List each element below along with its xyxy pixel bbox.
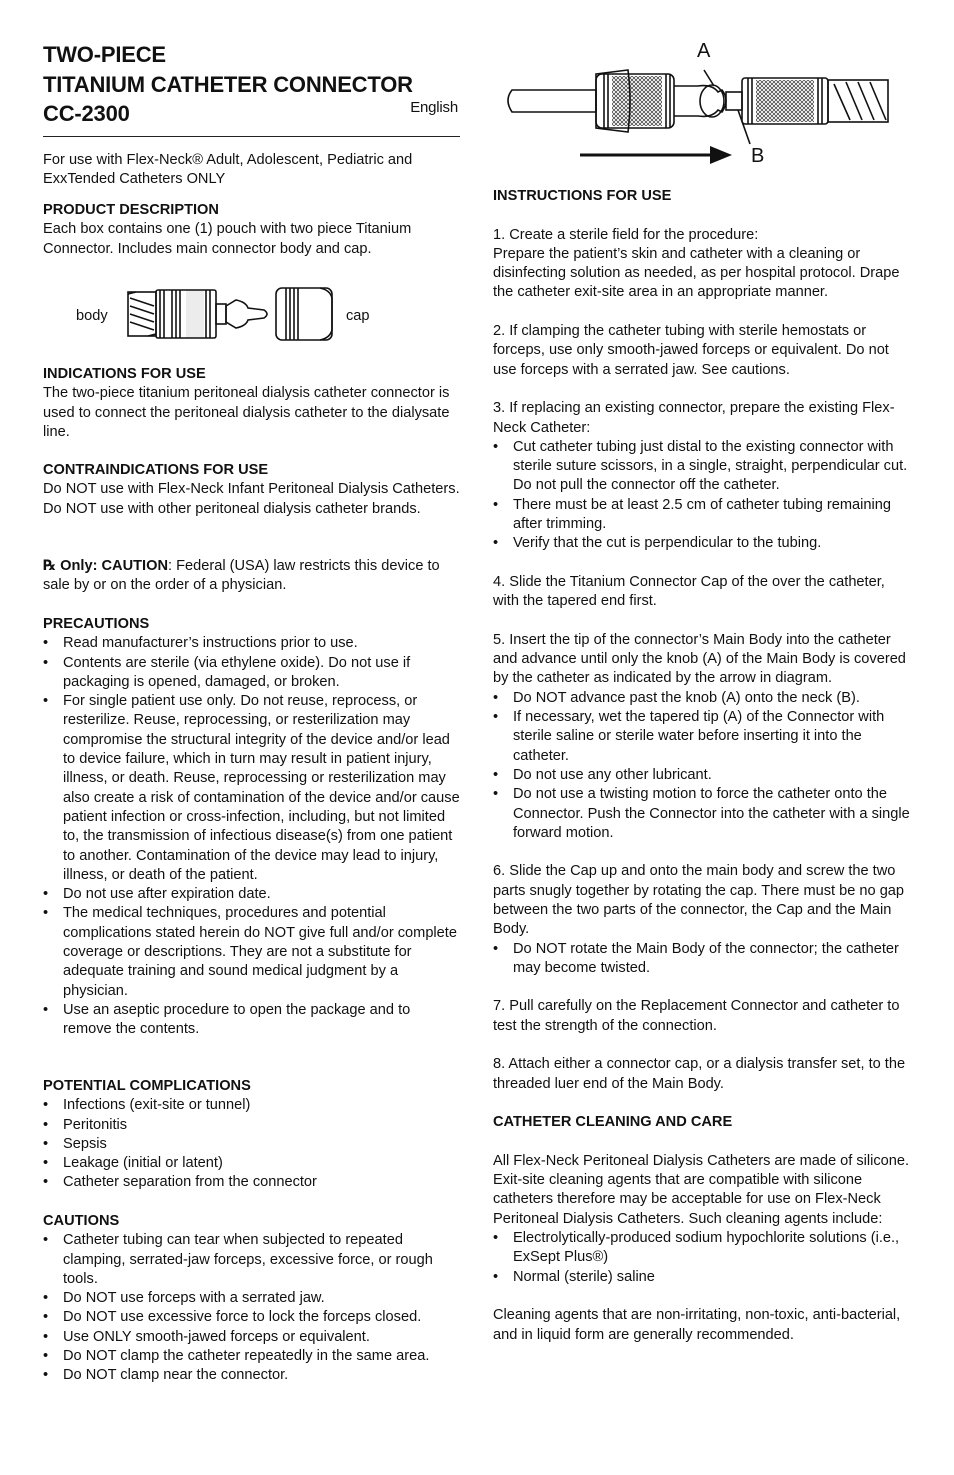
title-line-2: TITANIUM CATHETER CONNECTOR: [43, 71, 413, 97]
instructions-heading: INSTRUCTIONS FOR USE: [493, 188, 672, 204]
intro-text: For use with Flex-Neck® Adult, Adolescent, Pediatric and ExxTended Catheters ONLY: [43, 152, 413, 188]
diagram-label-a: A: [697, 40, 711, 62]
complications-section: [43, 1077, 460, 1193]
list-item: • Do NOT use excessive force to lock the forceps closed.: [43, 1308, 460, 1327]
list-item: • There must be at least 2.5 cm of catheter tubing remaining after trimming.: [493, 496, 911, 535]
cleaning-heading: CATHETER CLEANING AND CARE: [493, 1114, 733, 1131]
step-6: 6. Slide the Cap up and onto the main body and screw the two parts snugly together by rotating the cap. There must be no gap between the two parts of the connector, the Cap and the Main Body.: [493, 863, 905, 938]
language-label: English: [410, 99, 458, 116]
rx-caution-text: : Federal (USA) law restricts this device to sale by or on the order of a physician.: [43, 558, 440, 594]
list-item: • Do not use after expiration date.: [43, 885, 460, 904]
list-item: • Do NOT use forceps with a serrated jaw.: [43, 1289, 460, 1308]
list-item: • For single patient use only. Do not reuse, reprocess, or resterilize. Reuse, reprocessing, or resterilization may compromise the structural integrity of the device and/or lead to device failure, which in turn may result in patient injury, illness, or death. Reuse, reprocessing or resterilization may also create a risk of contamination of the device and/or cause patient infection or cross-infection, including, but not limited to, the transmission of infectious disease(s) from one patient to another. Contamination of the device may lead to injury, illness, or death of the patient.: [43, 692, 460, 885]
rx-icon: ℞: [43, 558, 57, 574]
list-item: • Verify that the cut is perpendicular to the tubing.: [493, 534, 911, 553]
product-description-section: [43, 201, 460, 259]
indications-section: [43, 365, 460, 442]
list-item: • If necessary, wet the tapered tip (A) of the Connector with sterile saline or sterile water before inserting it into the catheter.: [493, 708, 911, 766]
connector-parts-illustration: [124, 284, 336, 344]
product-description-text: Each box contains one (1) pouch with two piece Titanium Connector. Includes main connector body and cap.: [43, 221, 412, 257]
contraindications-section: [43, 461, 460, 519]
list-item: • Use an aseptic procedure to open the package and to remove the contents.: [43, 1001, 460, 1040]
list-item: • Peritonitis: [43, 1116, 460, 1135]
cap-label: cap: [346, 308, 370, 324]
cleaning-text: All Flex-Neck Peritoneal Dialysis Catheters are made of silicone. Exit-site cleaning agents that are compatible with silicone catheters therefore may be acceptable for use on Flex-Neck Peritoneal Dialysis Catheters. Such cleaning agents include:: [493, 1152, 910, 1227]
complications-heading: POTENTIAL COMPLICATIONS: [43, 1078, 251, 1094]
title-line-3: CC-2300: [43, 101, 130, 126]
rx-caution-label: Only: CAUTION: [56, 558, 168, 574]
list-item: • Do NOT advance past the knob (A) onto the neck (B).: [493, 689, 911, 708]
document-title: [43, 40, 460, 129]
step-4: 4. Slide the Titanium Connector Cap of the over the catheter, with the tapered end first.: [493, 573, 885, 610]
precautions-heading: PRECAUTIONS: [43, 616, 150, 632]
step-1: 1. Create a sterile field for the procedure:: [493, 226, 759, 243]
step-5: 5. Insert the tip of the connector’s Main Body into the catheter and advance until only the knob (A) of the Main Body is covered by the catheter as indicated by the arrow in diagram.: [493, 631, 906, 687]
indications-heading: INDICATIONS FOR USE: [43, 366, 206, 382]
contraindications-text: Do NOT use with Flex-Neck Infant Peritoneal Dialysis Catheters. Do NOT use with other peritoneal dialysis catheter brands.: [43, 481, 460, 517]
cautions-section: [43, 1212, 460, 1386]
list-item: • Cut catheter tubing just distal to the existing connector with sterile suture scissors, in a single, straight, perpendicular cut. Do not pull the connector off the catheter.: [493, 438, 911, 496]
list-item: • The medical techniques, procedures and potential complications stated herein do NOT give full and/or complete coverage or descriptions. They are not a substitute for adequate training and sound medical judgment by a physician.: [43, 904, 460, 1000]
title-line-1: TWO-PIECE: [43, 42, 166, 67]
cleaning-closing-text: Cleaning agents that are non-irritating, non-toxic, anti-bacterial, and in liquid form are generally recommended.: [493, 1307, 901, 1343]
list-item: • Do NOT clamp near the connector.: [43, 1366, 460, 1385]
list-item: • Contents are sterile (via ethylene oxide). Do not use if packaging is opened, damaged, or broken.: [43, 654, 460, 693]
list-item: • Do NOT rotate the Main Body of the connector; the catheter may become twisted.: [493, 940, 911, 979]
list-item: • Normal (sterile) saline: [493, 1268, 911, 1287]
body-label: body: [76, 308, 108, 324]
list-item: • Sepsis: [43, 1135, 460, 1154]
step-2: 2. If clamping the catheter tubing with sterile hemostats or forceps, use only smooth-jawed forceps or equivalent. Do not use forceps with a serrated jaw. See cautions.: [493, 323, 889, 378]
list-item: • Catheter tubing can tear when subjected to repeated clamping, serrated-jaw forceps, excessive force, or rough tools.: [43, 1231, 460, 1289]
precautions-section: [43, 615, 460, 1040]
diagram-label-b: B: [751, 145, 765, 167]
list-item: • Infections (exit-site or tunnel): [43, 1096, 460, 1115]
rx-caution-section: [43, 557, 460, 596]
contraindications-heading: CONTRAINDICATIONS FOR USE: [43, 462, 269, 478]
instructions-section: [493, 187, 911, 1345]
list-item: • Catheter separation from the connector: [43, 1173, 460, 1192]
step-8: 8. Attach either a connector cap, or a dialysis transfer set, to the threaded luer end of the Main Body.: [493, 1056, 906, 1092]
step-1-text: Prepare the patient’s skin and catheter with a cleaning or disinfecting solution as needed, as per hospital protocol. Drape the catheter exit-site area in an appropriate manner.: [493, 245, 900, 301]
list-item: • Use ONLY smooth-jawed forceps or equivalent.: [43, 1328, 460, 1347]
list-item: • Leakage (initial or latent): [43, 1154, 460, 1173]
title-divider: [43, 136, 460, 137]
cautions-heading: CAUTIONS: [43, 1213, 120, 1229]
list-item: • Electrolytically-produced sodium hypochlorite solutions (i.e., ExSept Plus®): [493, 1229, 911, 1268]
list-item: • Do not use any other lubricant.: [493, 766, 911, 785]
step-7: 7. Pull carefully on the Replacement Connector and catheter to test the strength of the connection.: [493, 998, 900, 1034]
list-item: • Do not use a twisting motion to force the catheter onto the Connector. Push the Connector into the catheter with a single forward motion.: [493, 785, 911, 843]
list-item: • Read manufacturer’s instructions prior to use.: [43, 634, 460, 653]
indications-text: The two-piece titanium peritoneal dialysis catheter connector is used to connect the peritoneal dialysis catheter to the dialysate line.: [43, 385, 450, 440]
product-description-heading: PRODUCT DESCRIPTION: [43, 202, 219, 218]
list-item: • Do NOT clamp the catheter repeatedly in the same area.: [43, 1347, 460, 1366]
step-3: 3. If replacing an existing connector, prepare the existing Flex-Neck Catheter:: [493, 400, 895, 436]
